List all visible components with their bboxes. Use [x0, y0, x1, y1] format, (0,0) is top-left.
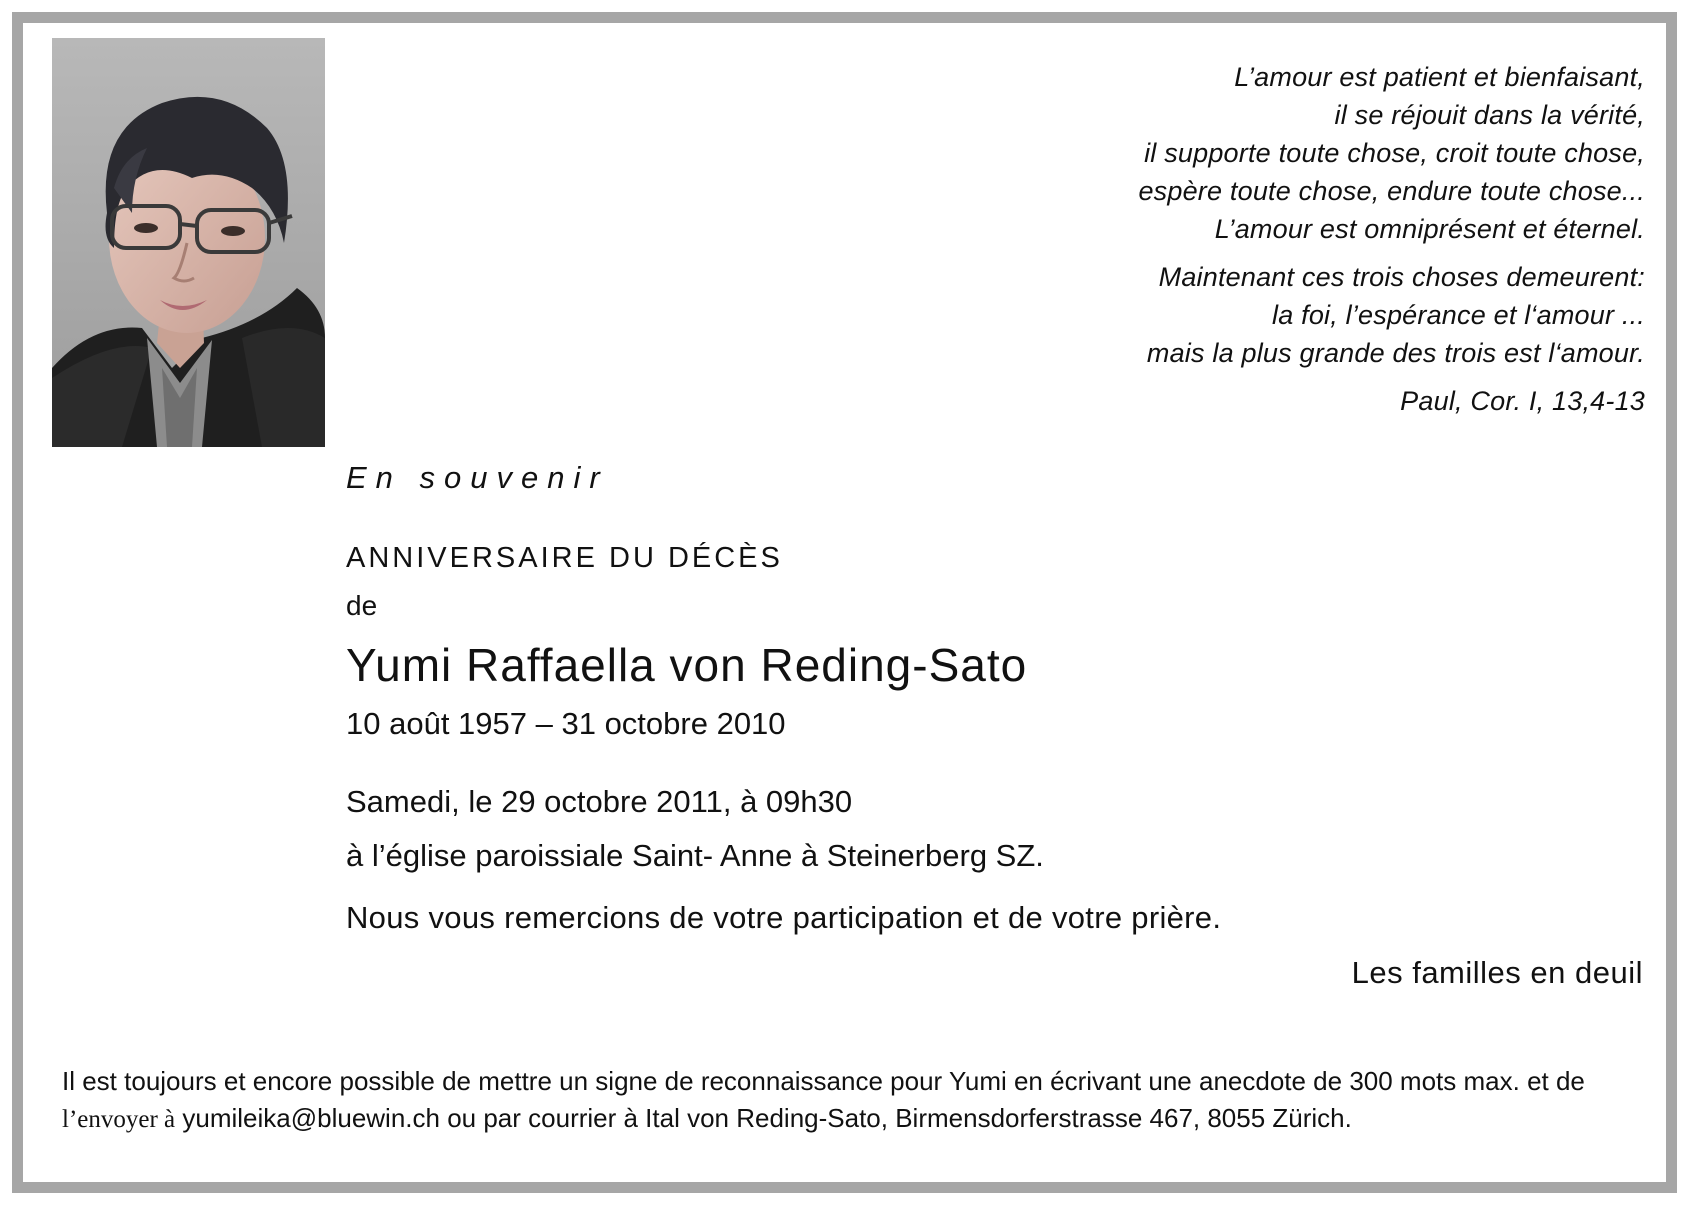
verse-line: la foi, l’espérance et l‘amour ... — [1272, 300, 1645, 330]
verse-line: mais la plus grande des trois est l‘amour. — [1146, 338, 1645, 368]
souvenir-heading: En souvenir — [346, 460, 609, 495]
portrait-illustration — [52, 38, 325, 447]
footer-line-2 — [62, 1100, 1662, 1138]
ceremony-location: à l’église paroissiale Saint- Anne à Steinerberg SZ. — [346, 838, 1044, 873]
bible-verse — [1138, 58, 1645, 420]
footer-note — [62, 1063, 1662, 1138]
de-label: de — [346, 590, 378, 621]
footer-line-2-serif: l’envoyer à — [62, 1106, 176, 1133]
verse-line: Maintenant ces trois choses demeurent: — [1158, 262, 1645, 292]
life-dates: 10 août 1957 – 31 octobre 2010 — [346, 706, 786, 741]
portrait-photo — [52, 38, 325, 447]
deceased-name: Yumi Raffaella von Reding-Sato — [346, 639, 1028, 691]
verse-stanza-2 — [1138, 258, 1645, 372]
anniversary-heading: ANNIVERSAIRE DU DÉCÈS — [346, 542, 783, 574]
verse-stanza-1 — [1138, 58, 1645, 248]
verse-line: L’amour est patient et bienfaisant, — [1234, 62, 1645, 92]
notice-body — [346, 460, 1646, 940]
signature: Les familles en deuil — [1351, 955, 1643, 990]
thanks-message: Nous vous remercions de votre participation et de votre prière. — [346, 900, 1222, 935]
verse-line: L’amour est omniprésent et éternel. — [1214, 214, 1645, 244]
footer-contact: yumileika@bluewin.ch ou par courrier à Ital von Reding-Sato, Birmensdorferstrasse 467, 8055 Zürich. — [175, 1103, 1352, 1133]
verse-line: il supporte toute chose, croit toute chose, — [1144, 138, 1645, 168]
footer-line-1: Il est toujours et encore possible de mettre un signe de reconnaissance pour Yumi en écrivant une anecdote de 300 mots max. et de — [62, 1066, 1585, 1096]
verse-citation: Paul, Cor. I, 13,4-13 — [1400, 386, 1645, 416]
verse-line: espère toute chose, endure toute chose... — [1138, 176, 1645, 206]
verse-line: il se réjouit dans la vérité, — [1334, 100, 1645, 130]
ceremony-datetime: Samedi, le 29 octobre 2011, à 09h30 — [346, 784, 853, 819]
